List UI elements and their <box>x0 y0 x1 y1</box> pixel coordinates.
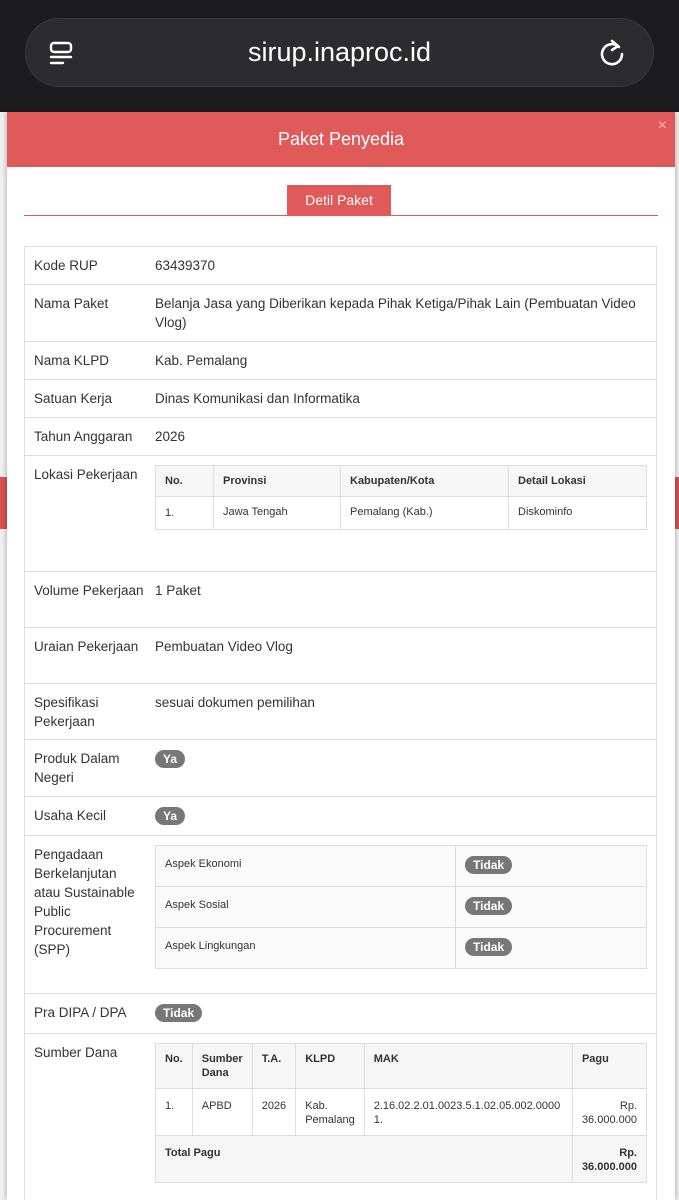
spp-table <box>155 845 647 969</box>
field-label: Lokasi Pekerjaan <box>34 467 138 482</box>
column-header: Provinsi <box>214 466 341 497</box>
table-cell: APBD <box>192 1089 252 1136</box>
modal-tabs <box>24 185 658 216</box>
table-row <box>156 887 647 928</box>
modal-title: Paket Penyedia <box>277 129 405 149</box>
aspect-label: Aspek Sosial <box>156 887 456 928</box>
field-label: Kode RUP <box>34 258 98 273</box>
field-label: Sumber Dana <box>34 1045 118 1060</box>
address-bar[interactable] <box>25 18 654 87</box>
row-spp <box>25 836 656 994</box>
row-produk-dalam-negeri <box>25 740 656 797</box>
table-cell: Diskominfo <box>509 497 647 530</box>
table-cell: Rp. 36.000.000 <box>572 1089 646 1136</box>
row-uraian-pekerjaan <box>25 628 656 684</box>
field-value: 63439370 <box>155 258 216 273</box>
lokasi-table <box>155 465 647 530</box>
row-volume-pekerjaan <box>25 572 656 628</box>
status-badge: Ya <box>155 750 185 768</box>
column-header: Kabupaten/Kota <box>341 466 509 497</box>
row-spesifikasi-pekerjaan <box>25 684 656 740</box>
table-row <box>156 497 647 530</box>
paket-penyedia-modal <box>7 112 675 1200</box>
table-cell: 1. <box>156 1089 193 1136</box>
field-label: Spesifikasi Pekerjaan <box>34 695 99 729</box>
row-tahun-anggaran <box>25 418 656 456</box>
row-nama-paket <box>25 285 656 342</box>
column-header: Detail Lokasi <box>509 466 647 497</box>
row-pra-dipa <box>25 994 656 1034</box>
field-label: Nama Paket <box>34 296 109 311</box>
tab-detil-paket[interactable]: Detil Paket <box>287 185 391 216</box>
status-badge: Tidak <box>465 938 512 956</box>
total-row <box>156 1136 647 1183</box>
column-header: No. <box>156 466 214 497</box>
aspect-label: Aspek Lingkungan <box>156 928 456 969</box>
total-value: Rp. 36.000.000 <box>572 1136 646 1183</box>
column-header: KLPD <box>296 1044 365 1089</box>
table-row <box>156 846 647 887</box>
table-row <box>156 928 647 969</box>
field-value: sesuai dokumen pemilihan <box>155 695 315 710</box>
modal-header <box>7 112 675 167</box>
status-badge: Tidak <box>465 856 512 874</box>
row-sumber-dana <box>25 1034 656 1200</box>
column-header: T.A. <box>252 1044 295 1089</box>
field-label: Usaha Kecil <box>34 808 107 823</box>
field-value: 1 Paket <box>155 583 201 598</box>
sumber-dana-table <box>155 1043 647 1183</box>
field-label: Produk Dalam Negeri <box>34 751 120 785</box>
field-label: Uraian Pekerjaan <box>34 639 139 654</box>
table-cell: 2026 <box>252 1089 295 1136</box>
row-kode-rup <box>25 247 656 285</box>
table-cell: 1. <box>156 497 214 530</box>
row-usaha-kecil <box>25 797 656 836</box>
field-value: 2026 <box>155 429 186 444</box>
table-cell: Jawa Tengah <box>214 497 341 530</box>
field-value: Pembuatan Video Vlog <box>155 639 293 654</box>
table-cell: 2.16.02.2.01.0023.5.1.02.05.002.00001. <box>364 1089 572 1136</box>
table-cell: Kab. Pemalang <box>296 1089 365 1136</box>
status-badge: Ya <box>155 807 185 825</box>
field-label: Satuan Kerja <box>34 391 113 406</box>
column-header: No. <box>156 1044 193 1089</box>
field-label: Tahun Anggaran <box>34 429 133 444</box>
reload-icon[interactable] <box>597 38 627 68</box>
field-value: Dinas Komunikasi dan Informatika <box>155 391 360 406</box>
field-label: Nama KLPD <box>34 353 110 368</box>
row-satuan-kerja <box>25 380 656 418</box>
url-text[interactable]: sirup.inaproc.id <box>247 37 432 67</box>
total-label: Total Pagu <box>156 1136 573 1183</box>
browser-toolbar <box>0 0 679 112</box>
table-cell: Pemalang (Kab.) <box>341 497 509 530</box>
status-badge: Tidak <box>465 897 512 915</box>
column-header: Pagu <box>572 1044 646 1089</box>
field-label: Volume Pekerjaan <box>34 583 144 598</box>
column-header: MAK <box>364 1044 572 1089</box>
field-value: Belanja Jasa yang Diberikan kepada Pihak Ketiga/Pihak Lain (Pembuatan Video Vlog) <box>155 296 636 330</box>
field-label: Pengadaan Berkelanjutan atau Sustainable Public Procurement (SPP) <box>34 847 135 957</box>
field-value: Kab. Pemalang <box>155 353 248 368</box>
detail-table <box>24 246 657 1200</box>
row-lokasi-pekerjaan <box>25 456 656 572</box>
aspect-label: Aspek Ekonomi <box>156 846 456 887</box>
status-badge: Tidak <box>155 1004 202 1022</box>
row-nama-klpd <box>25 342 656 380</box>
column-header: Sumber Dana <box>192 1044 252 1089</box>
close-icon[interactable]: × <box>657 117 667 134</box>
table-row <box>156 1089 647 1136</box>
field-label: Pra DIPA / DPA <box>34 1005 127 1020</box>
